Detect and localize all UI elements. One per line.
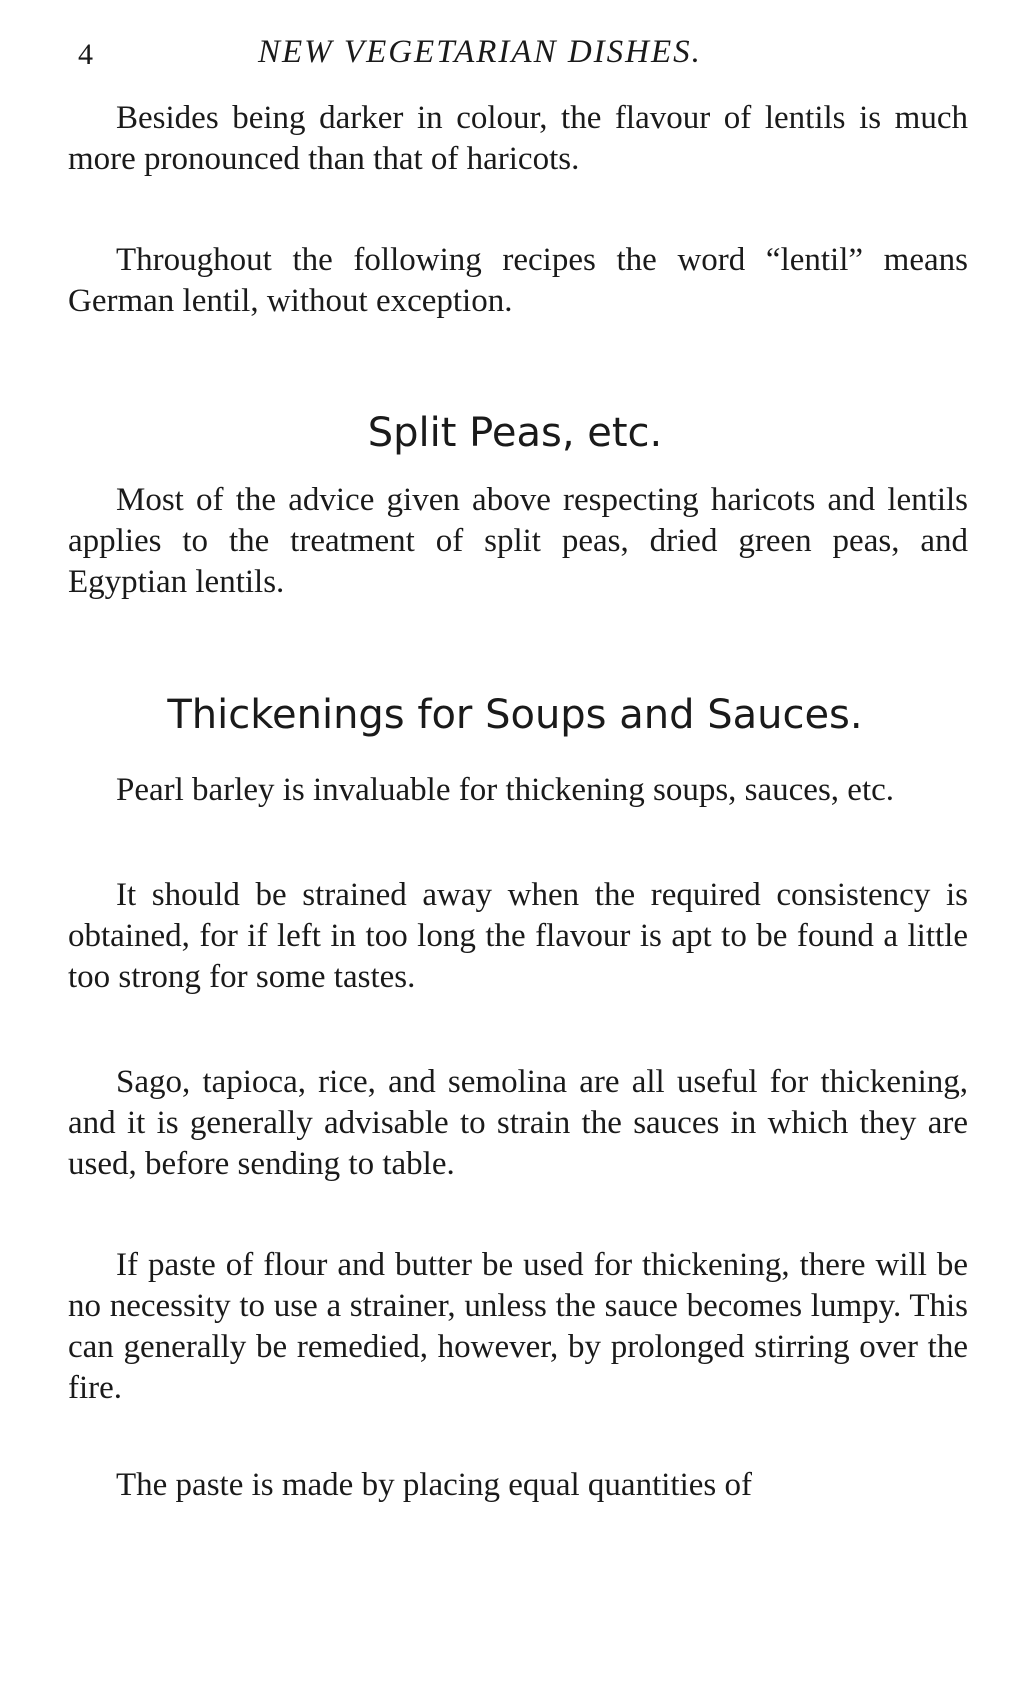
paragraph-lentil-definition: Throughout the following recipes the word “lentil” means German lentil, without exception. — [68, 242, 968, 319]
page-header — [78, 34, 978, 84]
heading-thickenings: Thickenings for Soups and Sauces. — [167, 692, 863, 738]
page-number: 4 — [78, 38, 93, 71]
heading-split-peas: Split Peas, etc. — [367, 410, 663, 456]
paragraph-split-peas: Most of the advice given above respecting haricots and lentils applies to the treatment of split peas, dried green peas, and Egyptian lentils. — [68, 482, 968, 600]
paragraph-flour-butter-paste: If paste of flour and butter be used for thickening, there will be no necessity to use a strainer, unless the sauce becomes lumpy. This can generally be remedied, however, by prolonged stirring over the fire. — [68, 1247, 968, 1406]
running-title: NEW VEGETARIAN DISHES. — [258, 34, 702, 70]
paragraph-sago-tapioca: Sago, tapioca, rice, and semolina are all useful for thickening, and it is generally advisable to strain the sauces in which they are used, before sending to table. — [68, 1064, 968, 1182]
paragraph-pearl-barley: Pearl barley is invaluable for thickening soups, sauces, etc. — [116, 772, 895, 808]
paragraph-lentil-flavour: Besides being darker in colour, the flavour of lentils is much more pronounced than that of haricots. — [68, 100, 968, 177]
paragraph-paste-method: The paste is made by placing equal quantities of — [116, 1467, 752, 1503]
paragraph-strain-barley: It should be strained away when the required consistency is obtained, for if left in too long the flavour is apt to be found a little too strong for some tastes. — [68, 877, 968, 995]
